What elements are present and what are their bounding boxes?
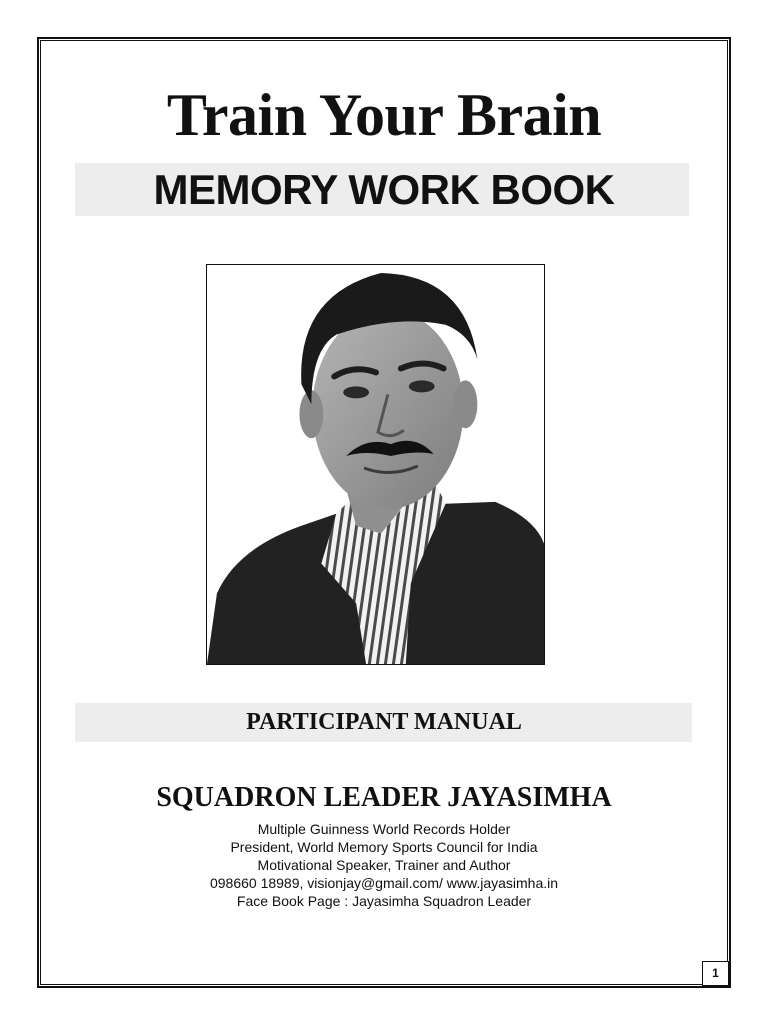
credit-line: President, World Memory Sports Council for India	[230, 839, 538, 855]
book-subtitle: MEMORY WORK BOOK	[153, 166, 615, 213]
book-title: Train Your Brain	[166, 82, 602, 148]
credit-line: Multiple Guinness World Records Holder	[257, 821, 511, 837]
page-number: 1	[702, 961, 729, 986]
author-portrait-image	[207, 265, 544, 664]
credit-line: Motivational Speaker, Trainer and Author	[257, 857, 511, 873]
author-portrait	[206, 264, 545, 665]
author-name: SQUADRON LEADER JAYASIMHA	[156, 782, 612, 813]
participant-manual-label: PARTICIPANT MANUAL	[246, 709, 522, 735]
facebook-line: Face Book Page : Jayasimha Squadron Leader	[236, 893, 532, 909]
contact-line: 098660 18989, visionjay@gmail.com/ www.jayasimha.in	[209, 875, 559, 891]
author-credits	[0, 820, 768, 910]
